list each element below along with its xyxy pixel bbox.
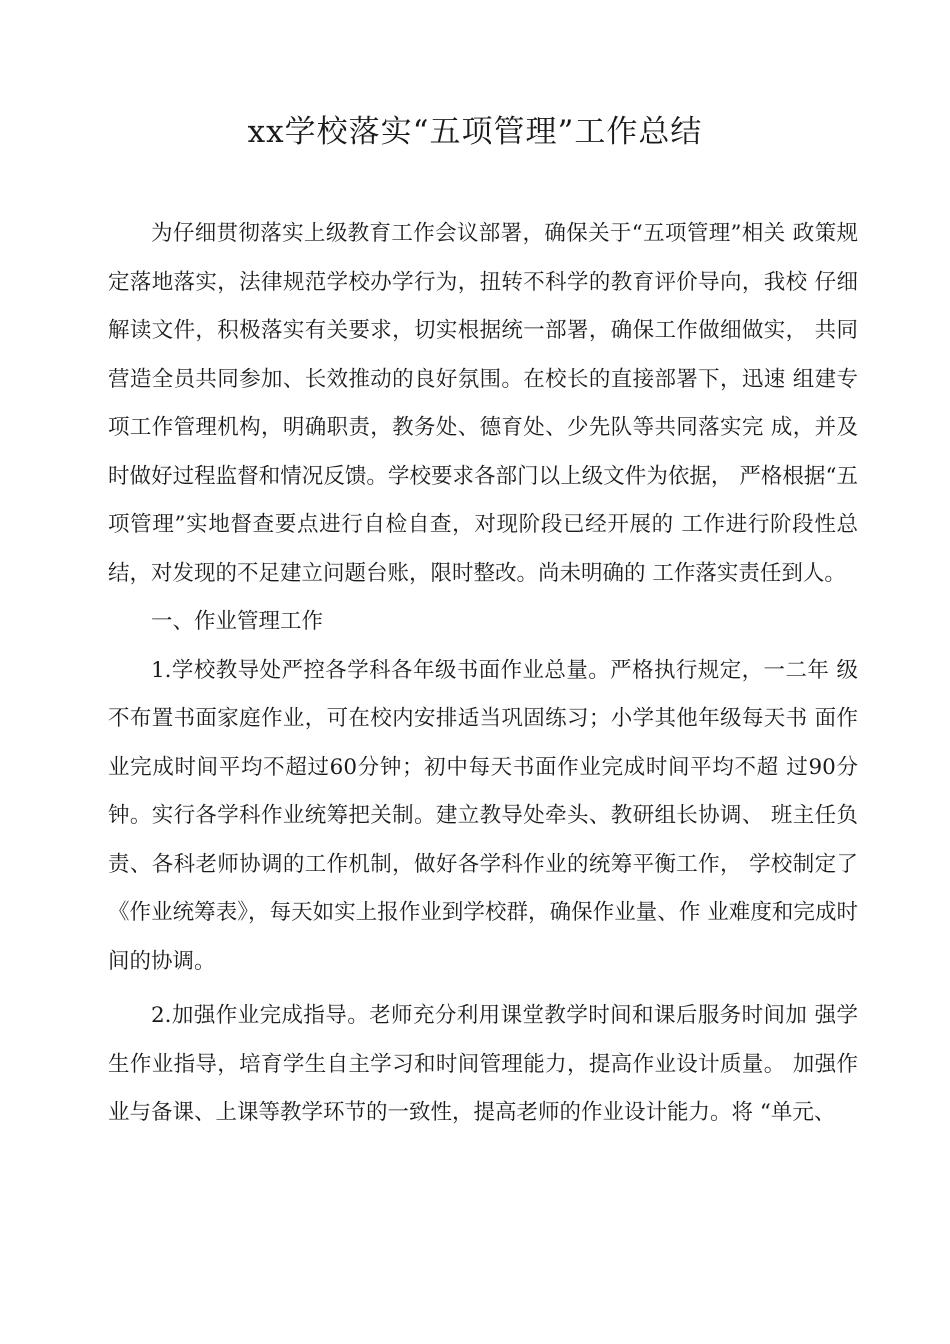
- document-title: xx学校落实“五项管理”工作总结: [247, 114, 703, 150]
- intro-paragraph: 为仔细贯彻落实上级教育工作会议部署，确保关于“五项管理”相关 政策规定落地落实，法律规范学校办学行为，扭转不科学的教育评价导向，我校 仔细解读文件，积极落实有关要求，切实根据统一部署，确保工作做细做实， 共同营造全员共同参加、长效推动的良好氛围。在校长的直接部署下，迅速 组建专项工作管理机构，明确职责，教务处、德育处、少先队等共同落实完 成，并及时做好过程监督和情况反馈。学校要求各部门以上级文件为依据， 严格根据“五项管理”实地督查要点进行自检自查，对现阶段已经开展的 工作进行阶段性总结，对发现的不足建立问题台账，限时整改。尚未明确的 工作落实责任到人。: [108, 221, 858, 586]
- document-body: [108, 210, 858, 1138]
- section-heading-homework: 一、作业管理工作: [151, 609, 324, 634]
- homework-item-2: 2.加强作业完成指导。老师充分利用课堂教学时间和课后服务时间加 强学生作业指导，培育学生自主学习和时间管理能力，提高作业设计质量。 加强作业与备课、上课等教学环节的一致性，提高老师的作业设计能力。将 “单元、: [108, 1003, 858, 1125]
- homework-item-1: 1.学校教导处严控各学科各年级书面作业总量。严格执行规定，一二年 级不布置书面家庭作业，可在校内安排适当巩固练习；小学其他年级每天书 面作业完成时间平均不超过60分钟；初中每天书面作业完成时间平均不超 过90分钟。实行各学科作业统筹把关制。建立教导处牵头、教研组长协调、 班主任负责、各科老师协调的工作机制，做好各学科作业的统筹平衡工作， 学校制定了《作业统筹表》，每天如实上报作业到学校群，确保作业量、作 业难度和完成时间的协调。: [108, 657, 858, 974]
